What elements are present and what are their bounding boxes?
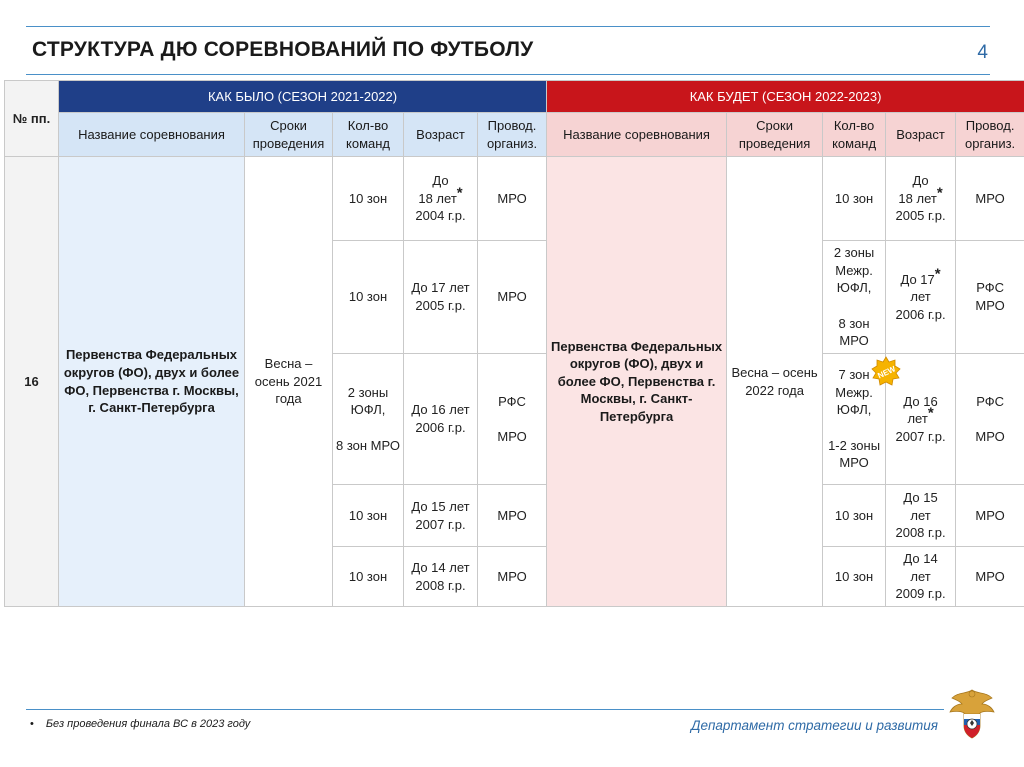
department-name: Департамент стратегии и развития bbox=[690, 718, 938, 733]
new-badge-icon bbox=[871, 356, 901, 386]
old-age: До 15 лет 2007 г.р. bbox=[404, 485, 478, 547]
new-teams: 2 зоны Межр. ЮФЛ, 8 зон МРО bbox=[823, 241, 886, 354]
footnote-star: * bbox=[927, 404, 934, 422]
rfs-emblem-icon bbox=[946, 686, 998, 748]
svg-text:NEW: NEW bbox=[876, 364, 898, 381]
col-name-old: Название соревнования bbox=[59, 113, 245, 157]
col-age-new: Возраст bbox=[886, 113, 956, 157]
new-competition-name: Первенства Федеральных округов (ФО), двух и более ФО, Первенства г. Москвы, г. Санкт-Петербурга bbox=[547, 157, 727, 607]
new-org: МРО bbox=[956, 157, 1024, 241]
new-teams: 10 зон bbox=[823, 485, 886, 547]
footnote-text: Без проведения финала ВС в 2023 году bbox=[45, 718, 251, 730]
old-season-band: КАК БЫЛО (СЕЗОН 2021-2022) bbox=[59, 81, 547, 113]
footnote bbox=[30, 718, 250, 730]
col-dates-old: Сроки проведения bbox=[245, 113, 333, 157]
col-dates-new: Сроки проведения bbox=[727, 113, 823, 157]
new-org: МРО bbox=[956, 547, 1024, 607]
header-bottom-line bbox=[26, 74, 990, 75]
new-teams: 10 зон bbox=[823, 547, 886, 607]
new-age: До 17* лет 2006 г.р. bbox=[886, 241, 956, 354]
old-org: МРО bbox=[478, 547, 547, 607]
header-top-line bbox=[26, 26, 990, 27]
competition-table bbox=[4, 80, 1024, 607]
old-teams: 10 зон bbox=[333, 157, 404, 241]
old-org: РФС МРО bbox=[478, 354, 547, 485]
old-competition-name: Первенства Федеральных округов (ФО), двух и более ФО, Первенства г. Москвы, г. Санкт-Петербурга bbox=[59, 157, 245, 607]
footnote-star: * bbox=[934, 265, 941, 283]
old-org: МРО bbox=[478, 157, 547, 241]
old-age: До 18 лет* 2004 г.р. bbox=[404, 157, 478, 241]
new-dates: Весна – осень 2022 года bbox=[727, 157, 823, 607]
new-org: РФС МРО bbox=[956, 354, 1024, 485]
old-org: МРО bbox=[478, 485, 547, 547]
col-org-new: Провод. организ. bbox=[956, 113, 1024, 157]
new-teams: 10 зон bbox=[823, 157, 886, 241]
new-org: РФС МРО bbox=[956, 241, 1024, 354]
footnote-star: * bbox=[936, 184, 943, 202]
old-age: До 14 лет 2008 г.р. bbox=[404, 547, 478, 607]
table-row bbox=[5, 157, 1024, 241]
row-number: 16 bbox=[5, 157, 59, 607]
new-age: До 15 лет 2008 г.р. bbox=[886, 485, 956, 547]
col-teams-new: Кол-во команд bbox=[823, 113, 886, 157]
col-age-old: Возраст bbox=[404, 113, 478, 157]
old-teams: 2 зоны ЮФЛ, 8 зон МРО bbox=[333, 354, 404, 485]
new-teams: NEW 7 зон Межр. ЮФЛ, 1-2 зоны МРО bbox=[823, 354, 886, 485]
col-name-new: Название соревнования bbox=[547, 113, 727, 157]
page-title: СТРУКТУРА ДЮ СОРЕВНОВАНИЙ ПО ФУТБОЛУ bbox=[32, 38, 534, 61]
new-season-band: КАК БУДЕТ (СЕЗОН 2022-2023) bbox=[547, 81, 1024, 113]
old-teams: 10 зон bbox=[333, 241, 404, 354]
new-org: МРО bbox=[956, 485, 1024, 547]
num-header: № пп. bbox=[5, 81, 59, 157]
old-org: МРО bbox=[478, 241, 547, 354]
footnote-star: * bbox=[456, 184, 463, 202]
page-number: 4 bbox=[977, 42, 988, 63]
old-teams: 10 зон bbox=[333, 547, 404, 607]
new-age: До 14 лет 2009 г.р. bbox=[886, 547, 956, 607]
col-teams-old: Кол-во команд bbox=[333, 113, 404, 157]
col-org-old: Провод. организ. bbox=[478, 113, 547, 157]
old-teams: 10 зон bbox=[333, 485, 404, 547]
footer-line bbox=[26, 709, 944, 710]
new-age: До 18 лет* 2005 г.р. bbox=[886, 157, 956, 241]
old-dates: Весна – осень 2021 года bbox=[245, 157, 333, 607]
new-age: До 16 лет* 2007 г.р. bbox=[886, 354, 956, 485]
bullet: • bbox=[30, 718, 34, 730]
old-age: До 16 лет 2006 г.р. bbox=[404, 354, 478, 485]
old-age: До 17 лет 2005 г.р. bbox=[404, 241, 478, 354]
